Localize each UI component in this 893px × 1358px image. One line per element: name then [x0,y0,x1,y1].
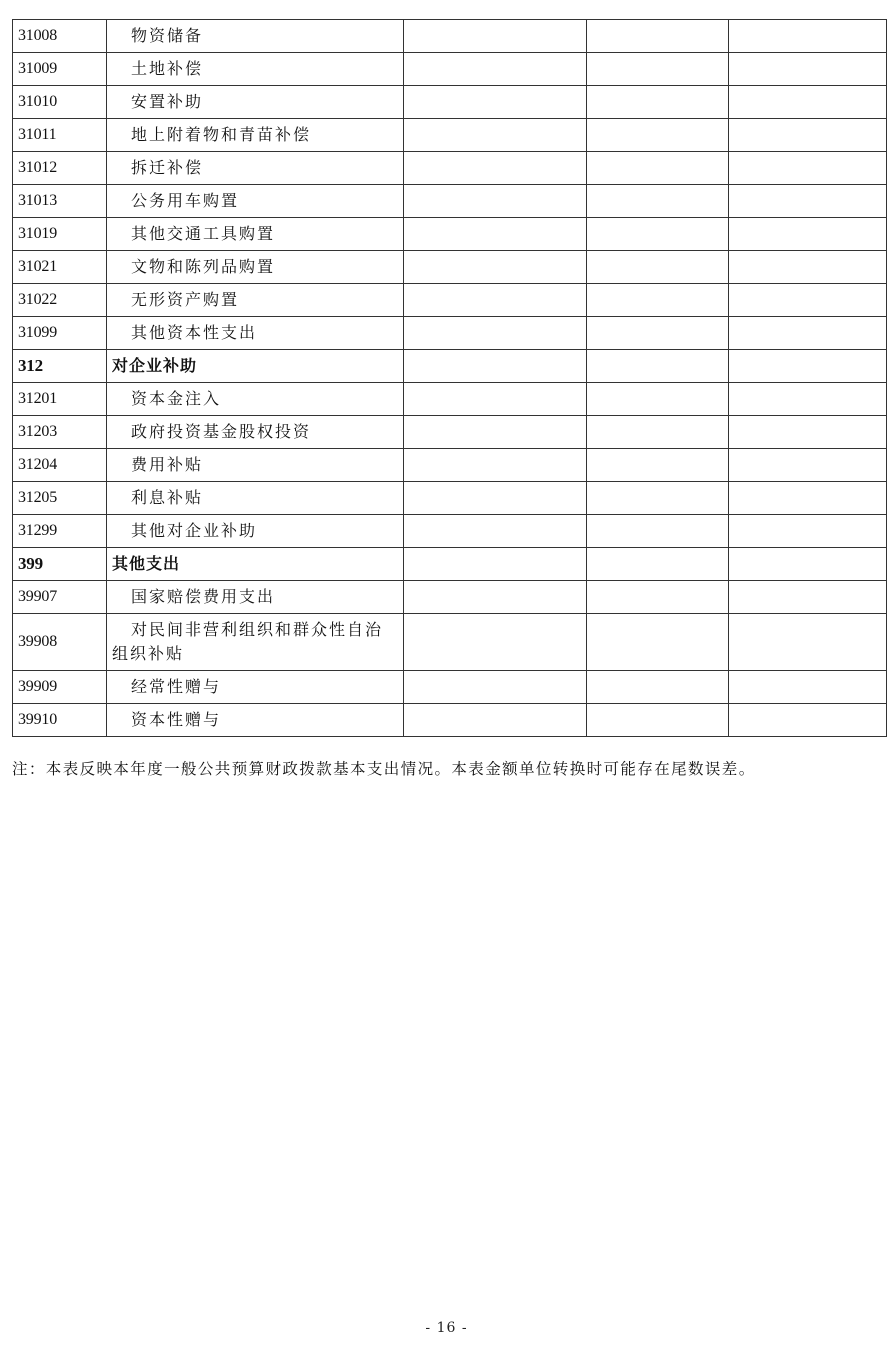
value-cell-3 [729,53,887,86]
row-code: 31011 [13,119,107,152]
row-code: 39907 [13,581,107,614]
value-cell-1 [404,548,587,581]
row-name-label: 其他交通工具购置 [131,224,276,243]
row-code: 31205 [13,482,107,515]
table-row [13,482,887,515]
row-code: 31009 [13,53,107,86]
value-cell-3 [729,704,887,737]
row-name [107,284,404,317]
row-code: 31021 [13,251,107,284]
value-cell-3 [729,218,887,251]
row-name-label: 土地补偿 [131,59,204,78]
page-number: - 16 - [425,1320,468,1336]
value-cell-2 [587,119,729,152]
value-cell-3 [729,548,887,581]
value-cell-2 [587,581,729,614]
value-cell-2 [587,482,729,515]
value-cell-2 [587,671,729,704]
value-cell-2 [587,548,729,581]
value-cell-3 [729,119,887,152]
row-name-label: 经常性赠与 [131,677,222,696]
value-cell-1 [404,449,587,482]
value-cell-1 [404,416,587,449]
value-cell-2 [587,383,729,416]
value-cell-2 [587,317,729,350]
value-cell-1 [404,581,587,614]
table-row [13,20,887,53]
value-cell-1 [404,350,587,383]
table-row [13,383,887,416]
row-name [107,185,404,218]
table-row [13,515,887,548]
row-name-label: 资本金注入 [131,389,222,408]
row-code: 31299 [13,515,107,548]
value-cell-2 [587,704,729,737]
row-name [107,449,404,482]
value-cell-2 [587,251,729,284]
value-cell-1 [404,185,587,218]
value-cell-3 [729,251,887,284]
value-cell-1 [404,614,587,671]
value-cell-1 [404,704,587,737]
value-cell-3 [729,185,887,218]
value-cell-3 [729,350,887,383]
row-code: 31099 [13,317,107,350]
row-code: 39910 [13,704,107,737]
row-name-label: 资本性赠与 [131,710,222,729]
value-cell-1 [404,152,587,185]
value-cell-3 [729,614,887,671]
value-cell-3 [729,515,887,548]
row-code: 31201 [13,383,107,416]
value-cell-3 [729,20,887,53]
table-row [13,317,887,350]
table-row [13,251,887,284]
row-name [107,119,404,152]
row-name [107,350,404,383]
value-cell-1 [404,251,587,284]
value-cell-3 [729,152,887,185]
row-name-label: 物资储备 [131,26,204,45]
row-name [107,416,404,449]
table-row [13,284,887,317]
value-cell-2 [587,86,729,119]
row-name [107,704,404,737]
row-name-label: 地上附着物和青苗补偿 [131,125,312,144]
value-cell-3 [729,284,887,317]
row-name-label: 其他对企业补助 [131,521,258,540]
value-cell-3 [729,449,887,482]
row-code: 31013 [13,185,107,218]
row-code: 39908 [13,614,107,671]
table-row [13,86,887,119]
row-code: 31012 [13,152,107,185]
value-cell-2 [587,350,729,383]
value-cell-1 [404,383,587,416]
row-code: 312 [13,350,107,383]
row-code: 31010 [13,86,107,119]
row-name [107,152,404,185]
value-cell-3 [729,482,887,515]
row-name-label: 对企业补助 [112,356,198,375]
value-cell-2 [587,20,729,53]
value-cell-1 [404,284,587,317]
row-name [107,671,404,704]
value-cell-1 [404,86,587,119]
row-name-label: 其他支出 [112,554,181,573]
row-code: 31203 [13,416,107,449]
value-cell-2 [587,53,729,86]
table-row [13,614,887,671]
value-cell-1 [404,482,587,515]
row-name [107,515,404,548]
row-code: 31008 [13,20,107,53]
row-code: 31019 [13,218,107,251]
row-name-label: 对民间非营利组织和群众性自治组织补贴 [112,620,384,663]
table-group-row [13,350,887,383]
value-cell-2 [587,284,729,317]
row-name-label: 利息补贴 [131,488,204,507]
table-body [13,20,887,737]
value-cell-3 [729,86,887,119]
row-name-label: 政府投资基金股权投资 [131,422,312,441]
table-row [13,449,887,482]
table-row [13,119,887,152]
row-name [107,53,404,86]
row-name [107,581,404,614]
value-cell-2 [587,416,729,449]
row-name-label: 拆迁补偿 [131,158,204,177]
value-cell-1 [404,218,587,251]
table-row [13,704,887,737]
row-name [107,614,404,671]
value-cell-1 [404,20,587,53]
table-row [13,53,887,86]
row-name-label: 安置补助 [131,92,204,111]
value-cell-1 [404,317,587,350]
row-name-label: 国家赔偿费用支出 [131,587,276,606]
row-code: 39909 [13,671,107,704]
table-group-row [13,548,887,581]
row-name-label: 无形资产购置 [131,290,240,309]
value-cell-1 [404,53,587,86]
value-cell-3 [729,383,887,416]
row-name [107,482,404,515]
value-cell-2 [587,449,729,482]
row-code: 31204 [13,449,107,482]
value-cell-3 [729,317,887,350]
value-cell-2 [587,185,729,218]
value-cell-3 [729,581,887,614]
row-name [107,548,404,581]
row-name-label: 公务用车购置 [131,191,240,210]
row-name-label: 费用补贴 [131,455,204,474]
row-name-label: 其他资本性支出 [131,323,258,342]
value-cell-1 [404,119,587,152]
table-row [13,152,887,185]
value-cell-2 [587,152,729,185]
row-name [107,251,404,284]
table-row [13,218,887,251]
table-footnote: 注：本表反映本年度一般公共预算财政拨款基本支出情况。本表金额单位转换时可能存在尾数误差。 [12,760,756,778]
budget-table [12,19,887,737]
table-row [13,416,887,449]
row-name [107,86,404,119]
row-name [107,317,404,350]
table-row [13,185,887,218]
value-cell-2 [587,614,729,671]
row-code: 399 [13,548,107,581]
row-name [107,218,404,251]
value-cell-1 [404,671,587,704]
row-name [107,20,404,53]
value-cell-3 [729,671,887,704]
value-cell-1 [404,515,587,548]
value-cell-2 [587,515,729,548]
value-cell-3 [729,416,887,449]
table-row [13,581,887,614]
value-cell-2 [587,218,729,251]
row-name-label: 文物和陈列品购置 [131,257,276,276]
row-name [107,383,404,416]
row-code: 31022 [13,284,107,317]
table-row [13,671,887,704]
